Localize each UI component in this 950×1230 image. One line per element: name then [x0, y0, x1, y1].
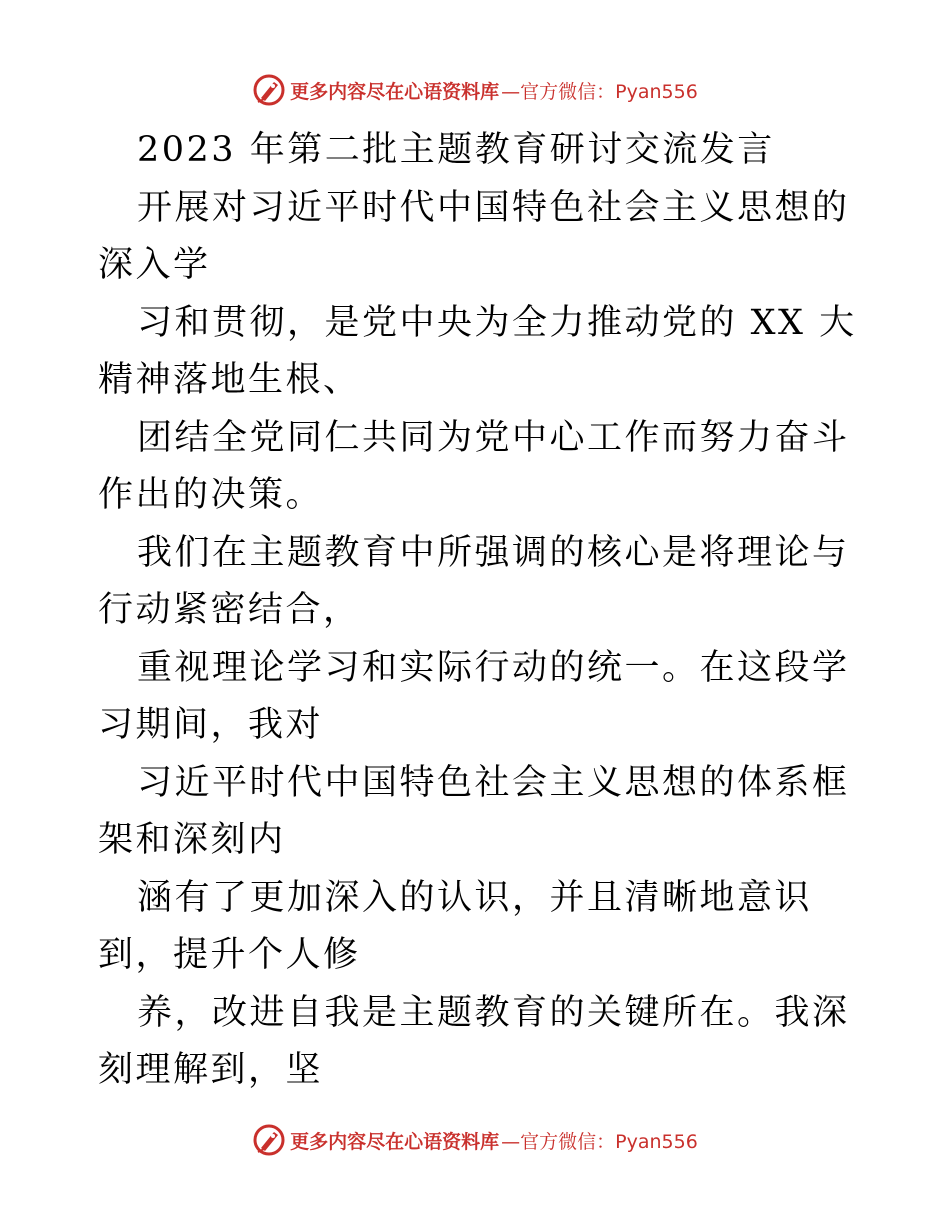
document-paragraph: 团结全党同仁共同为党中心工作而努力奋斗作出的决策。: [98, 417, 850, 515]
footer-banner: [0, 1120, 950, 1160]
header-banner-lead-text: 更多内容尽在心语资料库: [290, 80, 500, 103]
header-banner-tail-text: —官方微信：Pyan556: [501, 80, 698, 103]
document-title: 2023 年第二批主题教育研讨交流发言: [137, 130, 775, 170]
pen-nib-logo-icon: [252, 73, 286, 107]
document-paragraph: 养，改进自我是主题教育的关键所在。我深刻理解到，坚: [98, 992, 850, 1090]
header-banner: [0, 70, 950, 110]
document-paragraph: 我们在主题教育中所强调的核心是将理论与行动紧密结合，: [98, 532, 850, 630]
document-paragraph: 涵有了更加深入的认识，并且清晰地意识到，提升个人修: [98, 877, 813, 975]
document-paragraph: 开展对习近平时代中国特色社会主义思想的深入学: [98, 187, 850, 285]
footer-banner-lead-text: 更多内容尽在心语资料库: [290, 1130, 500, 1153]
footer-banner-tail-text: —官方微信：Pyan556: [501, 1130, 698, 1153]
document-paragraph: 习近平时代中国特色社会主义思想的体系框架和深刻内: [98, 762, 850, 860]
document-body: [98, 122, 858, 1100]
pen-nib-logo-icon: [252, 1123, 286, 1157]
document-paragraph: 重视理论学习和实际行动的统一。在这段学习期间，我对: [98, 647, 850, 745]
document-paragraph: 习和贯彻，是党中央为全力推动党的 XX 大精神落地生根、: [98, 302, 857, 400]
